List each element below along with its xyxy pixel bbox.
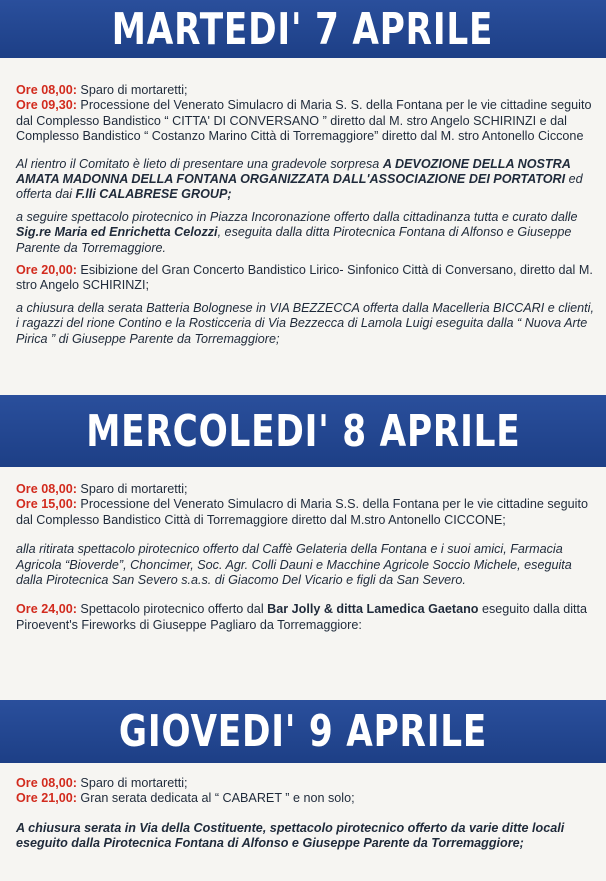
day-title: GIOVEDI' 9 APRILE bbox=[118, 706, 488, 757]
event-time: Ore 08,00: bbox=[16, 482, 77, 496]
day-title: MERCOLEDI' 8 APRILE bbox=[85, 405, 521, 457]
day-banner-tuesday bbox=[0, 0, 606, 58]
text-span-bold: A DEVOZIONE DELLA NOSTRA AMATA MADONNA DELLA FONTANA ORGANIZZATA DALL'ASSOCIAZIONE DEI PORTATORI bbox=[16, 156, 571, 187]
closing-paragraph: A chiusura serata in Via della Costituente, spettacolo pirotecnico offerto da varie ditte locali eseguito dalla Pirotecnica Fontana di Alfonso e Giuseppe Parente da Torremaggiore; bbox=[16, 820, 565, 851]
event-item bbox=[16, 776, 594, 791]
event-text: Processione del Venerato Simulacro di Maria S. S. della Fontana per le vie cittadine seguito dal Complesso Bandistico “ CITTA' DI CONVERSANO ” diretto dal M. stro Angelo SCHIRINZI e dal Complesso Bandistico “ Costanzo Marino Città di Torremaggiore” diretto dal M. stro Antonello Ciccone bbox=[16, 98, 592, 144]
event-time: Ore 21,00: bbox=[16, 791, 77, 806]
day-title: MARTEDI' 7 APRILE bbox=[112, 3, 494, 55]
event-text: Sparo di mortaretti; bbox=[76, 482, 188, 496]
text-span-bold: Sig.re Maria ed Enrichetta Celozzi bbox=[16, 225, 218, 240]
day-banner-wednesday bbox=[0, 395, 606, 467]
event-item bbox=[16, 497, 594, 528]
event-item bbox=[16, 482, 594, 497]
text-span: , eseguita dalla ditta Pirotecnica Fontana di Alfonso e Giuseppe Parente da Torremaggiore. bbox=[16, 225, 572, 255]
text-span-bold: F.lli CALABRESE GROUP; bbox=[75, 187, 232, 202]
event-item bbox=[16, 83, 594, 98]
event-time: Ore 09,30: bbox=[16, 98, 77, 113]
day-banner-thursday bbox=[0, 700, 606, 763]
day-program-tuesday bbox=[16, 83, 594, 354]
event-item bbox=[16, 791, 594, 806]
text-span: Spettacolo pirotecnico offerto dal bbox=[76, 602, 268, 617]
event-item bbox=[16, 602, 594, 633]
event-time: Ore 24,00: bbox=[16, 602, 77, 617]
day-program-thursday bbox=[16, 776, 594, 859]
event-time: Ore 08,00: bbox=[16, 83, 77, 97]
text-span-bold: Bar Jolly & ditta Lamedica Gaetano bbox=[267, 602, 479, 617]
event-text: Esibizione del Gran Concerto Bandistico Lirico- Sinfonico Città di Conversano, diretto dal M. stro Angelo SCHIRINZI; bbox=[16, 263, 593, 293]
event-time: Ore 15,00: bbox=[16, 497, 77, 512]
fireworks-paragraph: alla ritirata spettacolo pirotecnico offerto dal Caffè Gelateria della Fontana e i suoi amici, Farmacia Agricola “Bioverde”, Choncimer, Soc. Agr. Colli Dauni e Macchine Agricole Soccio Michele, eseguita dalla Pirotecnica San Severo s.a.s. di Giacomo Del Vicario e figli da San Severo. bbox=[16, 542, 572, 588]
text-span: a seguire spettacolo pirotecnico in Piazza Incoronazione offerto dalla cittadinanza tutta e curato dalle bbox=[16, 209, 578, 224]
event-text: Sparo di mortaretti; bbox=[76, 776, 188, 790]
text-span: ed offerta dai bbox=[16, 172, 583, 202]
event-time: Ore 20,00: bbox=[16, 263, 77, 278]
event-text: Gran serata dedicata al “ CABARET ” e non solo; bbox=[76, 791, 355, 806]
text-span: eseguito dalla ditta Piroevent's Fireworks di Giuseppe Pagliaro da Torremaggiore: bbox=[16, 602, 588, 632]
event-text: Processione del Venerato Simulacro di Maria S.S. della Fontana per le vie cittadine seguito dal Complesso Bandistico Città di Torremaggiore diretto dal M.stro Antonello CICCONE; bbox=[16, 497, 588, 527]
event-time: Ore 08,00: bbox=[16, 776, 77, 790]
event-item bbox=[16, 98, 594, 144]
event-text: Sparo di mortaretti; bbox=[76, 83, 188, 97]
day-program-wednesday bbox=[16, 482, 594, 640]
surprise-paragraph bbox=[16, 157, 594, 203]
event-item bbox=[16, 263, 594, 294]
closing-paragraph: a chiusura della serata Batteria Bolognese in VIA BEZZECCA offerta dalla Macelleria BICCARI e clienti, i ragazzi del rione Contino e la Rosticceria di Via Bezzecca di Lamola Luigi eseguita dalla “ Nuova Arte Pirica ” di Giuseppe Parente da Torremaggiore; bbox=[16, 300, 594, 346]
text-span: Al rientro il Comitato è lieto di presentare una gradevole sorpresa bbox=[16, 156, 383, 171]
fireworks-paragraph bbox=[16, 210, 594, 256]
